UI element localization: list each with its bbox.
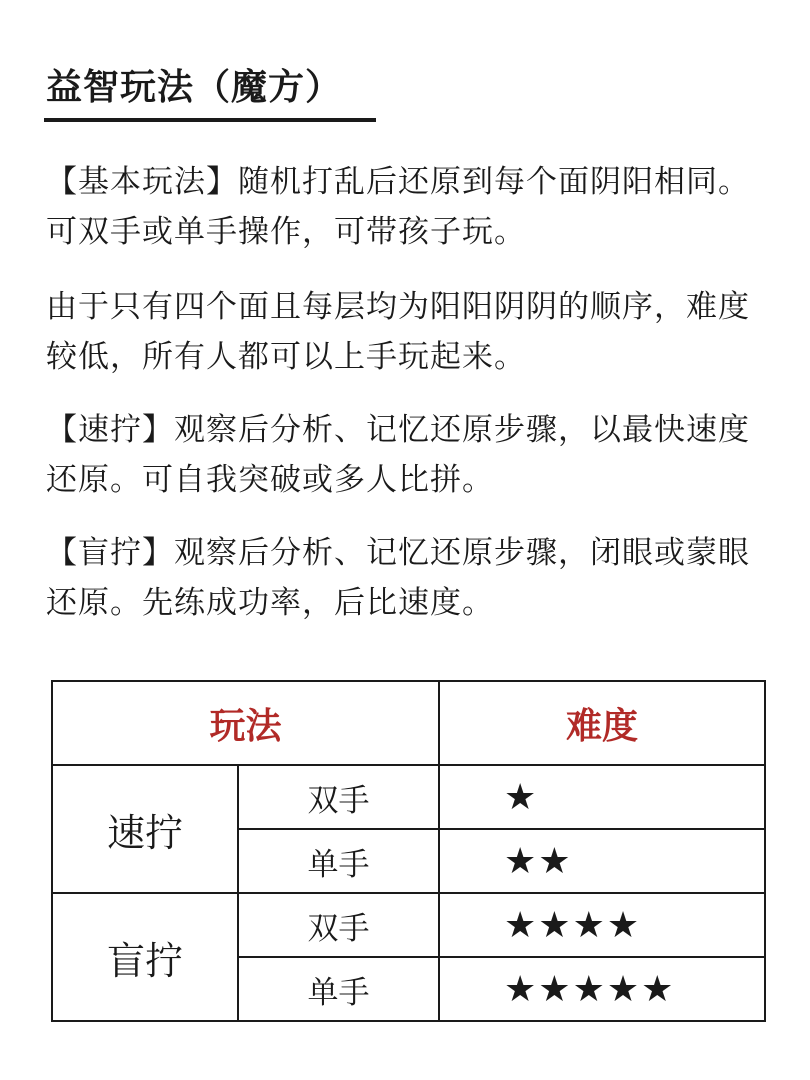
difficulty-stars: ★: [439, 765, 765, 829]
paragraph-blind-solve: 【盲拧】观察后分析、记忆还原步骤，闭眼或蒙眼还原。先练成功率，后比速度。: [46, 535, 750, 621]
mode-cell: 双手: [238, 893, 439, 957]
difficulty-stars: ★★★★: [439, 893, 765, 957]
page-title: 益智玩法（魔方）: [46, 67, 343, 108]
table-row: [52, 765, 765, 829]
table-row: [52, 893, 765, 957]
group-label-speed: 速拧: [52, 765, 238, 893]
mode-cell: 双手: [238, 765, 439, 829]
mode-cell: 单手: [238, 957, 439, 1021]
group-label-blind: 盲拧: [52, 893, 238, 1021]
difficulty-table: [51, 680, 766, 1022]
header-play-mode: 玩法: [52, 681, 439, 765]
paragraph-basic-play: 【基本玩法】随机打乱后还原到每个面阴阳相同。可双手或单手操作，可带孩子玩。: [46, 164, 750, 250]
difficulty-stars: ★★★★★: [439, 957, 765, 1021]
difficulty-stars: ★★: [439, 829, 765, 893]
mode-cell: 单手: [238, 829, 439, 893]
paragraph-speed-solve: 【速拧】观察后分析、记忆还原步骤，以最快速度还原。可自我突破或多人比拼。: [46, 412, 750, 498]
title-underline: [44, 118, 376, 122]
header-difficulty: 难度: [439, 681, 765, 765]
table-header-row: [52, 681, 765, 765]
paragraph-difficulty-note: 由于只有四个面且每层均为阳阳阴阴的顺序，难度较低，所有人都可以上手玩起来。: [46, 289, 750, 375]
